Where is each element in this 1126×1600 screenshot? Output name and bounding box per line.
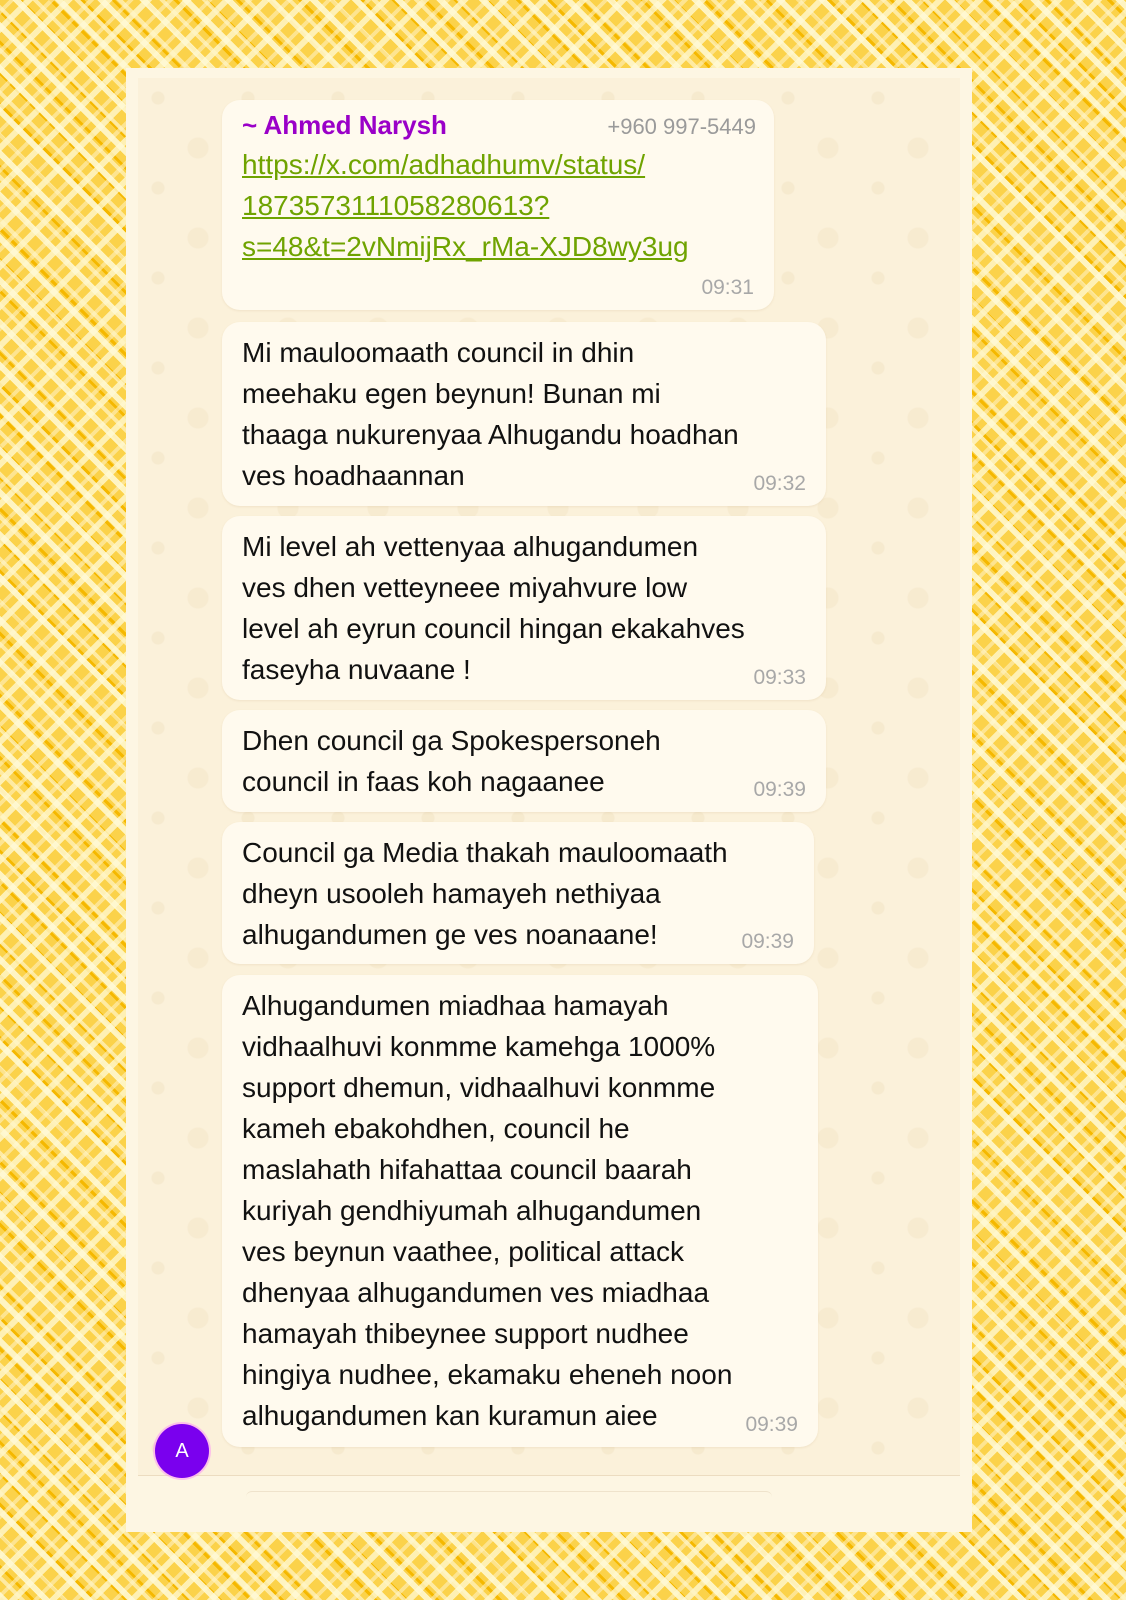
message-text: Mi mauloomaath council in dhin meehaku egen beynun! Bunan mi thaaga nukurenyaa Alhugandu hoadhan ves hoadhaannan <box>242 337 739 491</box>
message-bubble[interactable] <box>222 710 826 812</box>
message-time: 09:31 <box>701 276 754 299</box>
message-text: Dhen council ga Spokespersoneh council in faas koh nagaanee <box>242 725 661 797</box>
message-time: 09:39 <box>745 1413 798 1436</box>
sender-avatar[interactable] <box>155 1424 209 1478</box>
sender-phone: +960 997-5449 <box>607 114 756 139</box>
message-time: 09:33 <box>753 666 806 689</box>
message-bubble[interactable] <box>222 516 826 700</box>
message-time: 09:32 <box>753 472 806 495</box>
message-composer[interactable] <box>246 1491 772 1518</box>
message-bubble[interactable] <box>222 322 826 506</box>
message-bubble[interactable] <box>222 975 818 1447</box>
message-bubble[interactable] <box>222 822 814 964</box>
sender-name[interactable]: ~ Ahmed Narysh <box>242 110 447 140</box>
message-text: Mi level ah vettenyaa alhugandumen ves dhen vetteyneee miyahvure low level ah eyrun council hingan ekakahves faseyha nuvaane ! <box>242 531 745 685</box>
message-bubble-link[interactable] <box>222 100 774 310</box>
message-text: Council ga Media thakah mauloomaath dheyn usooleh hamayeh nethiyaa alhugandumen ge ves noanaane! <box>242 837 728 950</box>
avatar-initial: A <box>175 1439 189 1462</box>
message-time: 09:39 <box>753 778 806 801</box>
message-time: 09:39 <box>741 930 794 953</box>
message-link[interactable]: https://x.com/adhadhumv/status/ 1873573111058280613? s=48&t=2vNmijRx_rMa-XJD8wy3ug <box>242 149 689 262</box>
message-text: Alhugandumen miadhaa hamayah vidhaalhuvi konmme kamehga 1000% support dhemun, vidhaalhuvi konmme kameh ebakohdhen, council he maslahath hifahattaa council baarah kuriyah gendhiyumah alhugandumen ves beynun vaathee, political attack dhenyaa alhugandumen ves miadhaa hamayah thibeynee support nudhee hingiya nudhee, ekamaku eheneh noon alhugandumen kan kuramun aiee <box>242 990 733 1431</box>
